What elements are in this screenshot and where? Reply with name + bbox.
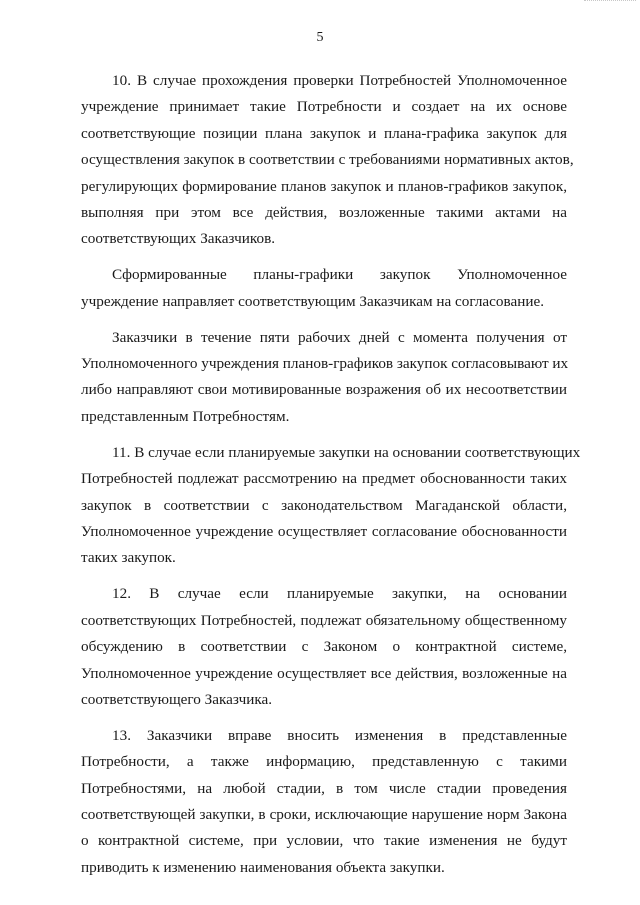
text-line: соответствующей закупки, в сроки, исключающие нарушение норм Закона <box>81 806 567 824</box>
text-line: соответствующих Заказчиков. <box>81 230 276 248</box>
text-line: учреждение принимает такие Потребности и создает на их основе <box>81 98 567 116</box>
scan-edge-mark <box>584 0 636 4</box>
text-line: Уполномоченное учреждение осуществляет согласование обоснованности <box>81 523 567 540</box>
text-line: 13. Заказчики вправе вносить изменения в представленные <box>112 726 567 744</box>
text-line: приводить к изменению наименования объекта закупки. <box>81 858 445 876</box>
text-line: Уполномоченное учреждение осуществляет все действия, возложенные на <box>81 664 567 682</box>
text-line: представленным Потребностям. <box>81 407 290 425</box>
paragraph-10 <box>81 68 574 253</box>
text-line: Сформированные планы-графики закупок Уполномоченное <box>112 266 567 284</box>
text-line: учреждение направляет соответствующим Заказчикам на согласование. <box>81 292 544 310</box>
text-line: либо направляют свои мотивированные возражения об их несоответствии <box>81 381 567 399</box>
text-line: осуществления закупок в соответствии с требованиями нормативных актов, <box>81 151 574 169</box>
text-line: регулирующих формирование планов закупок и планов-графиков закупок, <box>81 177 567 195</box>
text-line: обсуждению в соответствии с Законом о контрактной системе, <box>81 638 567 656</box>
text-line: Уполномоченного учреждения планов-графиков закупок согласовывают их <box>81 355 569 373</box>
text-line: соответствующих Потребностей, подлежат обязательному общественному <box>81 611 567 629</box>
text-line: выполняя при этом все действия, возложенные такими актами на <box>81 204 567 222</box>
text-line: соответствующие позиции плана закупок и плана-графика закупок для <box>81 124 567 142</box>
page-number: 5 <box>316 30 324 45</box>
text-line: таких закупок. <box>81 549 176 567</box>
text-line: 12. В случае если планируемые закупки, на основании <box>112 585 567 603</box>
text-line: 11. В случае если планируемые закупки на основании соответствующих <box>112 443 581 461</box>
paragraph-plans-approval <box>81 262 567 315</box>
paragraph-12 <box>81 581 567 713</box>
text-line: закупок в соответствии с законодательством Магаданской области, <box>81 496 567 514</box>
text-line: 10. В случае прохождения проверки Потребностей Уполномоченное <box>112 72 567 89</box>
document-body <box>81 68 581 891</box>
paragraph-11 <box>81 440 581 572</box>
text-line: Заказчики в течение пяти рабочих дней с момента получения от <box>112 328 567 346</box>
text-line: о контрактной системе, при условии, что такие изменения не будут <box>81 832 567 850</box>
text-line: соответствующего Заказчика. <box>81 690 273 708</box>
paragraph-13 <box>81 723 567 881</box>
text-line: Потребностями, на любой стадии, в том числе стадии проведения <box>81 779 567 797</box>
text-line: Потребности, а также информацию, представленную с такими <box>81 753 567 771</box>
text-line: Потребностей подлежат рассмотрению на предмет обоснованности таких <box>81 470 567 488</box>
paragraph-customers-response <box>81 325 567 431</box>
